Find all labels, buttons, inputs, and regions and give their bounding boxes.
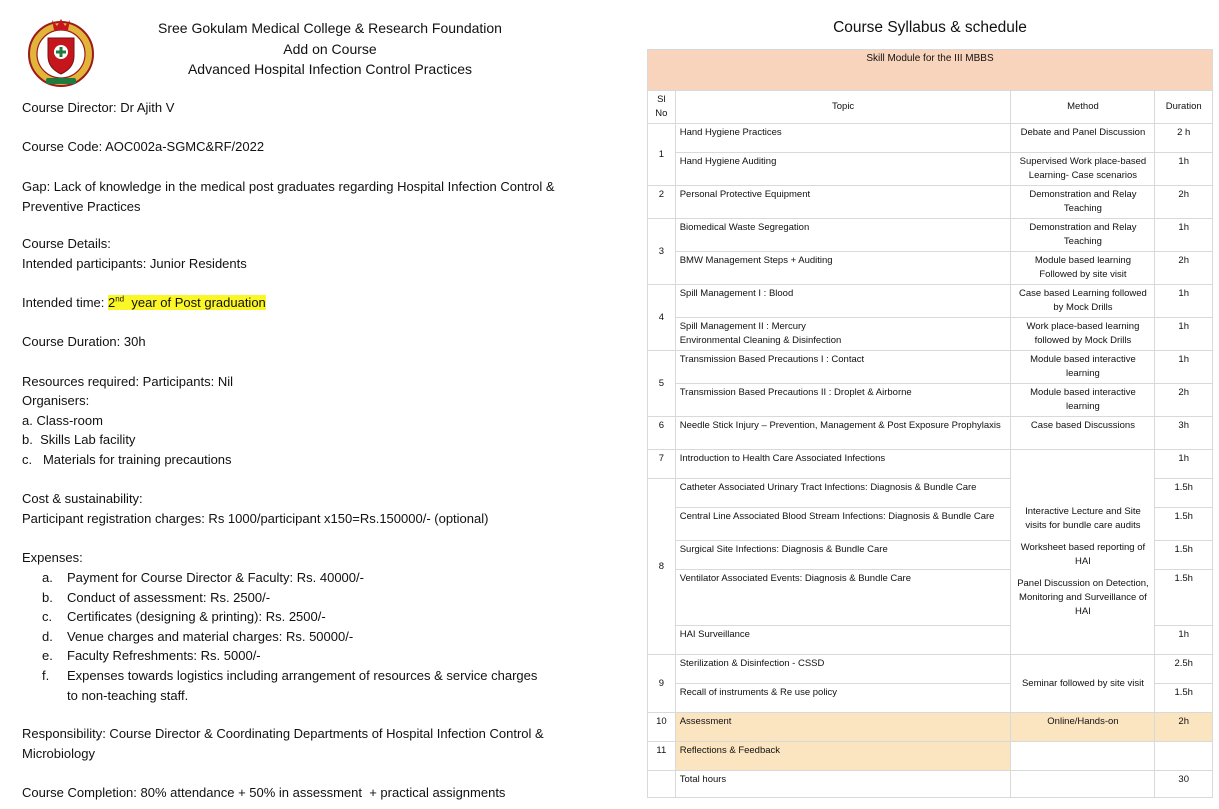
- sl-no: [648, 771, 676, 798]
- topic-header: Topic: [675, 91, 1011, 124]
- method: Online/Hands-on: [1011, 713, 1155, 742]
- duration: 3h: [1155, 417, 1213, 450]
- topic: Ventilator Associated Events: Diagnosis & Bundle Care: [675, 570, 1011, 626]
- table-row: [648, 124, 1213, 153]
- expense-item: d. Venue charges and material charges: Rs. 50000/-: [42, 629, 354, 644]
- duration: 2 h: [1155, 124, 1213, 153]
- college-crest-icon: [26, 16, 96, 90]
- sl-no-header: Sl No: [648, 91, 676, 124]
- table-row: [648, 285, 1213, 318]
- topic: Personal Protective Equipment: [675, 186, 1011, 219]
- table-row: [648, 252, 1213, 285]
- sl-no: 3: [648, 219, 676, 285]
- topic: Surgical Site Infections: Diagnosis & Bundle Care: [675, 541, 1011, 570]
- expense-item: b. Conduct of assessment: Rs. 2500/-: [42, 590, 271, 605]
- duration: 1h: [1155, 219, 1213, 252]
- course-header: [120, 18, 540, 80]
- total-label: Total hours: [675, 771, 1011, 798]
- table-row: [648, 153, 1213, 186]
- course-gap: Gap: Lack of knowledge in the medical post graduates regarding Hospital Infection Control & Preventive Practices: [22, 179, 555, 214]
- syllabus-title: Course Syllabus & schedule: [833, 19, 1027, 36]
- topic: Transmission Based Precautions I : Contact: [675, 351, 1011, 384]
- topic: Spill Management I : Blood: [675, 285, 1011, 318]
- expense-item: f. Expenses towards logistics including arrangement of resources & service charges to non-teaching staff.: [42, 668, 538, 703]
- duration-header: Duration: [1155, 91, 1213, 124]
- duration: 1h: [1155, 153, 1213, 186]
- table-header-row: [648, 91, 1213, 124]
- method: [1011, 742, 1155, 771]
- sl-no: 2: [648, 186, 676, 219]
- sl-no: 5: [648, 351, 676, 417]
- duration: [1155, 742, 1213, 771]
- sl-no: 7: [648, 450, 676, 479]
- method: Demonstration and Relay Teaching: [1011, 219, 1155, 252]
- table-row: [648, 384, 1213, 417]
- topic: Catheter Associated Urinary Tract Infections: Diagnosis & Bundle Care: [675, 479, 1011, 508]
- duration: 2.5h: [1155, 655, 1213, 684]
- sl-no: 1: [648, 124, 676, 186]
- course-type: Add on Course: [283, 40, 377, 57]
- syllabus-table: [647, 49, 1213, 798]
- course-director: Course Director: Dr Ajith V: [22, 100, 175, 115]
- sl-no: 4: [648, 285, 676, 351]
- duration: 1h: [1155, 626, 1213, 655]
- table-row: [648, 417, 1213, 450]
- topic: Introduction to Health Care Associated Infections: [675, 450, 1011, 479]
- expense-item: e. Faculty Refreshments: Rs. 5000/-: [42, 648, 261, 663]
- method: Panel Discussion on Detection, Monitoring and Surveillance of HAI: [1017, 578, 1149, 617]
- topic: Hand Hygiene Auditing: [675, 153, 1011, 186]
- method: Supervised Work place-based Learning- Case scenarios: [1011, 153, 1155, 186]
- duration: 2h: [1155, 713, 1213, 742]
- method: Debate and Panel Discussion: [1011, 124, 1155, 153]
- method-header: Method: [1011, 91, 1155, 124]
- method: Module based learning Followed by site visit: [1011, 252, 1155, 285]
- expense-item: a. Payment for Course Director & Faculty: Rs. 40000/-: [42, 570, 364, 585]
- course-name: Advanced Hospital Infection Control Practices: [187, 61, 473, 77]
- resources-required: Resources required: Participants: Nil: [22, 374, 233, 389]
- sl-no: 11: [648, 742, 676, 771]
- method: Work place-based learning followed by Mock Drills: [1011, 318, 1155, 351]
- topic: Recall of instruments & Re use policy: [675, 684, 1011, 713]
- duration: 2h: [1155, 252, 1213, 285]
- duration: 1.5h: [1155, 479, 1213, 508]
- topic: Sterilization & Disinfection - CSSD: [675, 655, 1011, 684]
- duration: 1h: [1155, 285, 1213, 318]
- hai-method-cell: [1011, 450, 1155, 655]
- topic: Biomedical Waste Segregation: [675, 219, 1011, 252]
- organiser-item: c. Materials for training precautions: [22, 452, 232, 467]
- topic: Transmission Based Precautions II : Droplet & Airborne: [675, 384, 1011, 417]
- module-banner: Skill Module for the III MBBS: [648, 50, 1213, 91]
- sl-no: 8: [648, 479, 676, 655]
- topic-line: Environmental Cleaning & Disinfection: [679, 335, 842, 346]
- topic: BMW Management Steps + Auditing: [675, 252, 1011, 285]
- table-row: [648, 318, 1213, 351]
- method: Demonstration and Relay Teaching: [1011, 186, 1155, 219]
- intended-time-highlight: 2nd year of Post graduation: [108, 294, 266, 310]
- expenses-heading: Expenses:: [22, 550, 83, 565]
- method: Module based interactive learning: [1011, 384, 1155, 417]
- cost-heading: Cost & sustainability:: [22, 491, 143, 506]
- topic: Assessment: [675, 713, 1011, 742]
- method: [1011, 771, 1155, 798]
- institution-name: Sree Gokulam Medical College & Research Foundation: [158, 20, 502, 36]
- duration: 1h: [1155, 351, 1213, 384]
- duration: 1.5h: [1155, 684, 1213, 713]
- table-row: [648, 351, 1213, 384]
- responsibility: Responsibility: Course Director & Coordinating Departments of Hospital Infection Control & Microbiology: [22, 726, 544, 761]
- course-duration: Course Duration: 30h: [22, 334, 146, 349]
- table-banner-row: [648, 50, 1213, 91]
- topic: Reflections & Feedback: [675, 742, 1011, 771]
- method: Case based Learning followed by Mock Drills: [1011, 285, 1155, 318]
- course-details-heading: Course Details:: [22, 236, 111, 251]
- duration: 2h: [1155, 186, 1213, 219]
- sl-no: 6: [648, 417, 676, 450]
- table-row: [648, 186, 1213, 219]
- table-row: [648, 219, 1213, 252]
- intended-participants: Intended participants: Junior Residents: [22, 256, 247, 271]
- topic-line: Spill Management II : Mercury: [679, 321, 806, 332]
- topic: Hand Hygiene Practices: [675, 124, 1011, 153]
- method: Seminar followed by site visit: [1011, 655, 1155, 713]
- organisers-heading: Organisers:: [22, 393, 90, 408]
- course-code: Course Code: AOC002a-SGMC&RF/2022: [22, 139, 265, 154]
- topic: Central Line Associated Blood Stream Infections: Diagnosis & Bundle Care: [675, 508, 1011, 541]
- method: Module based interactive learning: [1011, 351, 1155, 384]
- duration: 1h: [1155, 450, 1213, 479]
- duration: 2h: [1155, 384, 1213, 417]
- topic: Needle Stick Injury – Prevention, Management & Post Exposure Prophylaxis: [675, 417, 1011, 450]
- organiser-item: a. Class-room: [22, 413, 103, 428]
- topic: [675, 318, 1011, 351]
- duration: 1.5h: [1155, 541, 1213, 570]
- duration: 1.5h: [1155, 508, 1213, 541]
- duration: 1h: [1155, 318, 1213, 351]
- intended-time: Intended time: 2nd year of Post graduation: [22, 294, 266, 310]
- course-info-panel: [0, 0, 600, 809]
- expense-item: c. Certificates (designing & printing): Rs. 2500/-: [42, 609, 326, 624]
- duration: 1.5h: [1155, 570, 1213, 626]
- table-row: [648, 713, 1213, 742]
- registration-charges: Participant registration charges: Rs 1000/participant x150=Rs.150000/- (optional): [22, 511, 489, 526]
- table-row: [648, 742, 1213, 771]
- course-completion: Course Completion: 80% attendance + 50% in assessment + practical assignments: [22, 785, 506, 800]
- method: Worksheet based reporting of HAI: [1020, 542, 1146, 567]
- topic: HAI Surveillance: [675, 626, 1011, 655]
- organiser-item: b. Skills Lab facility: [22, 432, 136, 447]
- method: Case based Discussions: [1011, 417, 1155, 450]
- sl-no: 9: [648, 655, 676, 713]
- table-total-row: [648, 771, 1213, 798]
- method: Interactive Lecture and Site visits for bundle care audits: [1025, 506, 1141, 531]
- table-row: [648, 450, 1213, 479]
- table-row: [648, 655, 1213, 684]
- sl-no: 10: [648, 713, 676, 742]
- total-value: 30: [1155, 771, 1213, 798]
